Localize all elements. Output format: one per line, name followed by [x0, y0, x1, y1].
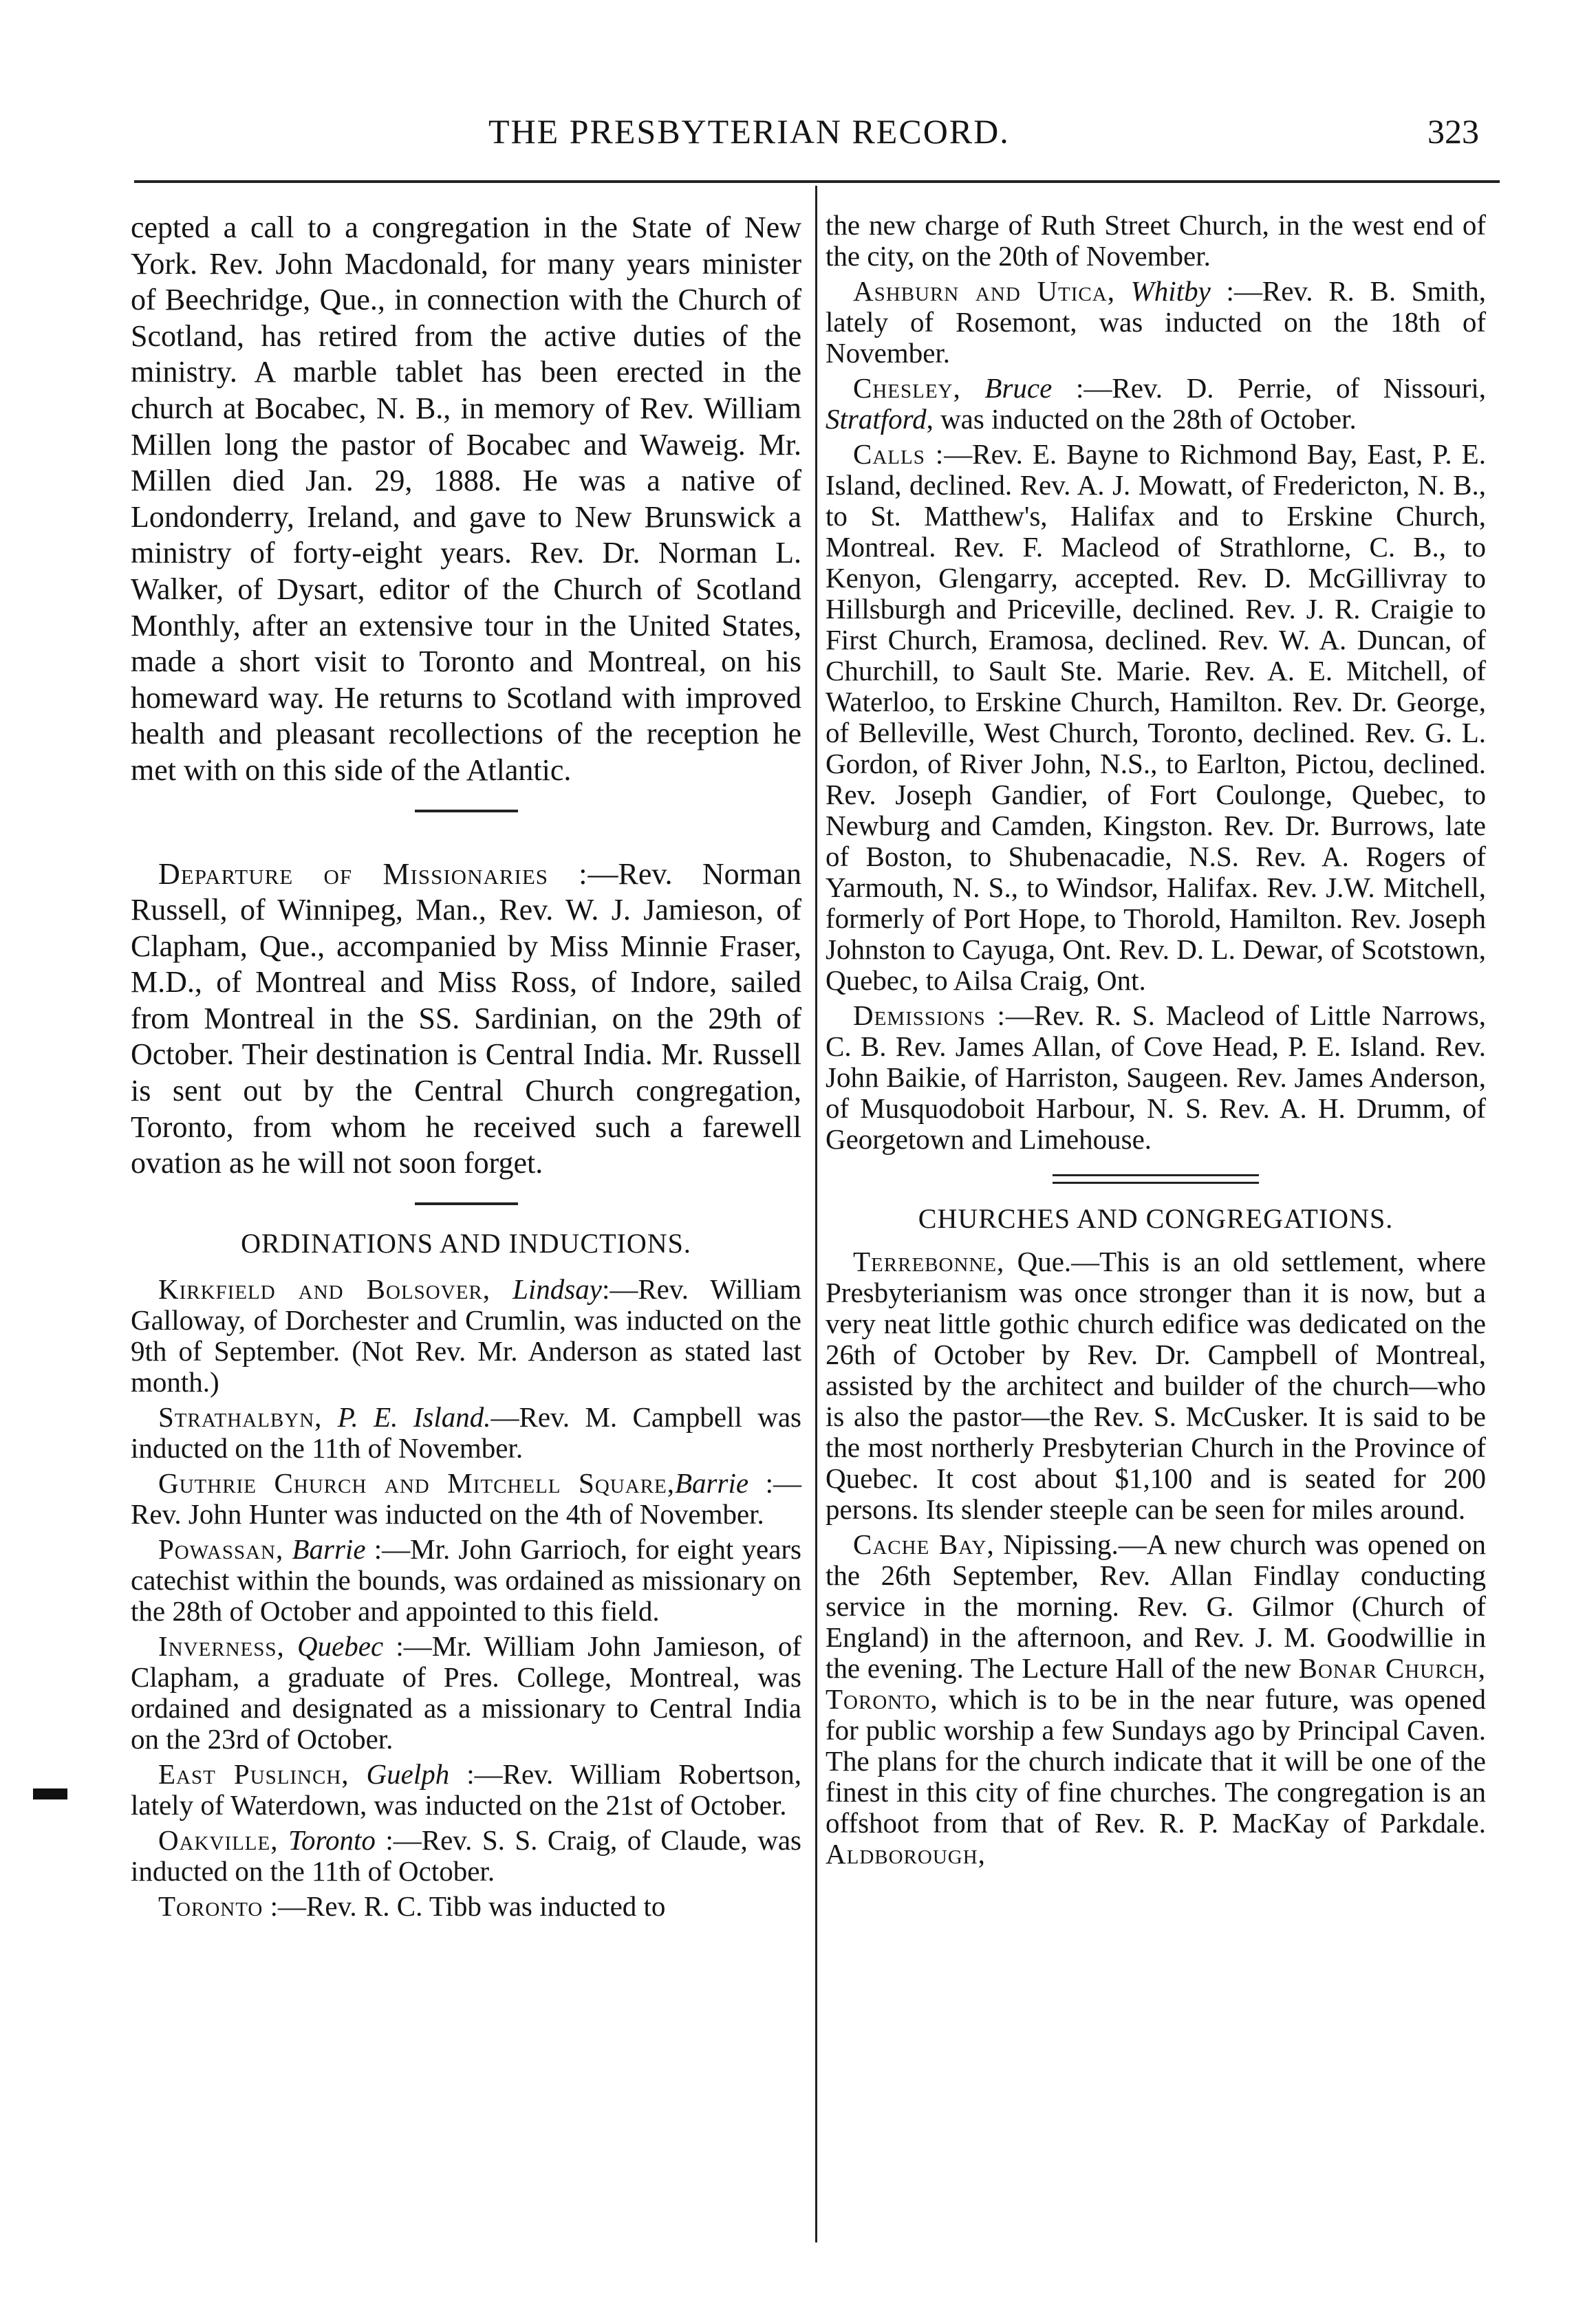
cache-bay-paragraph: Cache Bay, Nipissing.—A new church was opened on the 26th September, Rev. Allan Findlay conducting service in the morning. Rev. G. Gilmor (Church of England) in the afternoon, and Rev. J. M. Goodwillie in the evening. The Lecture Hall of the new Bonar Church, Toronto, which is to be in the near future, was opened for public worship a few Sundays ago by Principal Caven. The plans for the church indicate that it will be one of the finest in this city of fine churches. The congregation is an offshoot from that of Rev. R. P. MacKay of Parkdale. Aldborough,: [826, 1528, 1486, 1870]
page-header: [131, 111, 1500, 166]
continued-paragraph: cepted a call to a congregation in the State of New York. Rev. John Macdonald, for many years minister of Beechridge, Que., in connection with the Church of Scotland, has retired from the active duties of the ministry. A marble tablet has been erected in the church at Bocabec, N. B., in memory of Rev. William Millen long the pastor of Bocabec and Waweig. Mr. Millen died Jan. 29, 1888. He was a native of Londonderry, Ireland, and gave to New Brunswick a ministry of forty-eight years. Rev. Dr. Norman L. Walker, of Dysart, editor of the Church of Scotland Monthly, after an extensive tour in the United States, made a short visit to Toronto and Montreal, on his homeward way. He returns to Scotland with improved health and pleasant recollections of the reception he met with on this side of the Atlantic.: [131, 210, 801, 787]
departure-paragraph: [131, 856, 801, 1182]
right-column: [826, 210, 1486, 1874]
list-item: Kirkfield and Bolsover, Lindsay:—Rev. William Galloway, of Dorchester and Crumlin, was inducted on the 9th of September. (Not Rev. Mr. Anderson as stated last month.): [131, 1273, 801, 1398]
left-column: [131, 210, 801, 1926]
departure-heading: Departure of Missionaries :: [158, 856, 588, 891]
section-rule: [415, 810, 518, 812]
column-divider: [815, 186, 817, 2242]
list-item: Powassan, Barrie :—Mr. John Garrioch, for eight years catechist within the bounds, was ordained as missionary on the 28th of October and appointed to this field.: [131, 1533, 802, 1628]
header-rule: [134, 180, 1500, 183]
margin-mark: [33, 1788, 67, 1799]
list-item: Inverness, Quebec :—Mr. William John Jamieson, of Clapham, a graduate of Pres. College, Montreal, was ordained and designated as a missionary to Central India on the 23rd of October.: [131, 1630, 801, 1755]
list-item: Strathalbyn, P. E. Island.—Rev. M. Campbell was inducted on the 11th of November.: [131, 1401, 801, 1464]
running-title: THE PRESBYTERIAN RECORD.: [488, 112, 1010, 151]
demissions-paragraph: Demissions :—Rev. R. S. Macleod of Little Narrows, C. B. Rev. James Allan, of Cove Head, P. E. Island. Rev. John Baikie, of Harriston, Saugeen. Rev. James Anderson, of Musquodoboit Harbour, N. S. Rev. A. H. Drumm, of Georgetown and Limehouse.: [826, 999, 1486, 1155]
section-rule: [1053, 1174, 1259, 1184]
terrebonne-paragraph: Terrebonne, Que.—This is an old settlement, where Presbyterianism was once stronger than it is now, but a very neat little gothic church edifice was dedicated on the 26th of October by Rev. Dr. Campbell of Montreal, assisted by the architect and builder of the church—who is also the pastor—the Rev. S. McCusker. It is said to be the most northerly Presbyterian Church in the Province of Quebec. It cost about $1,100 and is seated for 200 persons. Its slender steeple can be seen for miles around.: [826, 1246, 1486, 1525]
ordinations-heading: ORDINATIONS AND INDUCTIONS.: [241, 1227, 691, 1259]
calls-paragraph: Calls :—Rev. E. Bayne to Richmond Bay, East, P. E. Island, declined. Rev. A. J. Mowatt, of Fredericton, N. B., to St. Matthew's, Halifax and to Erskine Church, Montreal. Rev. F. Macleod of Strathlorne, C. B., to Kenyon, Glengarry, accepted. Rev. D. McGillivray to Hillsburgh and Priceville, declined. Rev. J. R. Craigie to First Church, Eramosa, declined. Rev. W. A. Duncan, of Churchill, to Sault Ste. Marie. Rev. A. E. Mitchell, of Waterloo, to Erskine Church, Hamilton. Rev. Dr. George, of Belleville, West Church, Toronto, declined. Rev. G. L. Gordon, of River John, N.S., to Earlton, Pictou, declined. Rev. Joseph Gandier, of Fort Coulonge, Quebec, to Newburg and Camden, Kingston. Rev. Dr. Burrows, late of Boston, to Shubenacadie, N.S. Rev. A. Rogers of Yarmouth, N. S., to Windsor, Halifax. Rev. J.W. Mitchell, formerly of Port Hope, to Thorold, Hamilton. Rev. Joseph Johnston to Cayuga, Ont. Rev. D. L. Dewar, of Scotstown, Quebec, to Ailsa Craig, Ont.: [826, 438, 1486, 996]
page-number: 323: [1427, 112, 1479, 151]
list-item: Toronto :—Rev. R. C. Tibb was inducted to: [158, 1890, 666, 1923]
ashburn-paragraph: Ashburn and Utica, Whitby :—Rev. R. B. Smith, lately of Rosemont, was inducted on the 18th of November.: [826, 275, 1486, 369]
departure-text: —Rev. Norman Russell, of Winnipeg, Man., Rev. W. J. Jamieson, of Clapham, Que., accompanied by Miss Minnie Fraser, M.D., of Montreal and Miss Ross, of Indore, sailed from Montreal in the SS. Sardinian, on the 29th of October. Their destination is Central India. Mr. Russell is sent out by the Central Church congregation, Toronto, from whom he received such a farewell ovation as he will not soon forget.: [131, 856, 802, 1180]
list-item: Guthrie Church and Mitchell Square,Barrie :—Rev. John Hunter was inducted on the 4th of November.: [131, 1467, 801, 1531]
list-item: Oakville, Toronto :—Rev. S. S. Craig, of Claude, was inducted on the 11th of October.: [131, 1824, 802, 1888]
ordinations-list: [131, 1274, 801, 1922]
chesley-paragraph: Chesley, Bruce :—Rev. D. Perrie, of Nissouri, Stratford, was inducted on the 28th of October.: [826, 372, 1486, 435]
continued-paragraph: the new charge of Ruth Street Church, in the west end of the city, on the 20th of November.: [826, 209, 1486, 272]
list-item: East Puslinch, Guelph :—Rev. William Robertson, lately of Waterdown, was inducted on the 21st of October.: [131, 1758, 801, 1821]
churches-heading: CHURCHES AND CONGREGATIONS.: [918, 1203, 1394, 1234]
section-rule: [415, 1202, 518, 1205]
